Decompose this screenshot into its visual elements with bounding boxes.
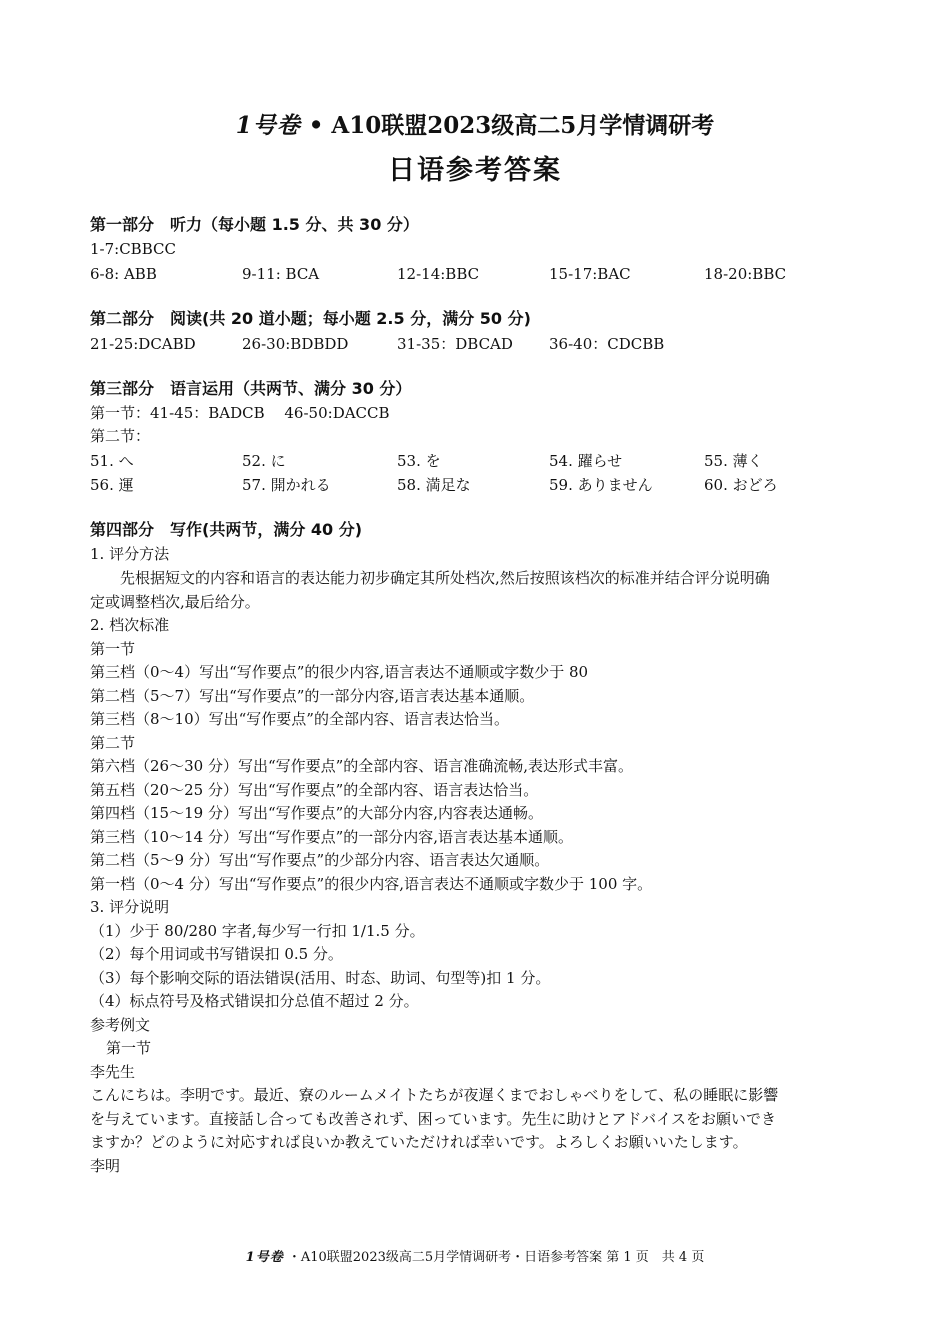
answer-group: 26-30:BDBDD — [242, 334, 349, 353]
footer-text: ・A10联盟2023级高二5月学情调研考・日语参考答案 第 1 页 共 4 页 — [287, 1250, 705, 1265]
part2-answers-row — [90, 332, 862, 356]
grade-line: 第一档（0～4 分）写出“写作要点”的很少内容,语言表达不通顺或字数少于 100 字。 — [90, 874, 653, 893]
answer-item: 54. 躍らせ — [549, 451, 623, 470]
answer-group: 21-25:DCABD — [90, 334, 196, 353]
scoring-notes-title: 3. 评分说明 — [90, 898, 170, 916]
footer-logo: 1号卷 — [245, 1250, 284, 1265]
scoring-note: （2）每个用词或书写错误扣 0.5 分。 — [90, 945, 343, 963]
part1-heading: 第一部分 听力（每小题 1.5 分、共 30 分） — [90, 215, 419, 234]
grade-line: 第四档（15～19 分）写出“写作要点”的大部分内容,内容表达通畅。 — [90, 804, 544, 822]
grade-line: 第五档（20～25 分）写出“写作要点”的全部内容、语言表达恰当。 — [90, 780, 539, 799]
answer-item: 59. ありません — [549, 475, 653, 494]
answer-group: 15-17:BAC — [549, 264, 631, 283]
scoring-note: （1）少于 80/280 字者,每少写一行扣 1/1.5 分。 — [90, 921, 425, 940]
page-footer — [0, 1246, 950, 1265]
scoring-note: （3）每个影响交际的语法错误(活用、时态、助词、句型等)扣 1 分。 — [90, 968, 551, 987]
sample-body-line: を与えています。直接話し合っても改善されず、困っています。先生に助けとアドバイスをお願いでき — [90, 1109, 776, 1128]
scoring-note: （4）标点符号及格式错误扣分总值不超过 2 分。 — [90, 992, 419, 1010]
grade-line: 第三档（0～4）写出“写作要点”的很少内容,语言表达不通顺或字数少于 80 — [90, 663, 589, 681]
part2-heading: 第二部分 阅读(共 20 道小题；每小题 2.5 分，满分 50 分) — [90, 308, 531, 328]
answer-item: 58. 満足な — [397, 475, 471, 494]
grade-line: 第二档（5～9 分）写出“写作要点”的少部分内容、语言表达欠通顺。 — [90, 851, 550, 869]
sample-body-line: こんにちは。李明です。最近、寮のルームメイトたちが夜遅くまでおしゃべりをして、私の睡眠に影響 — [90, 1086, 779, 1104]
grade-line: 第三档（10～14 分）写出“写作要点”的一部分内容,语言表达基本通顺。 — [90, 827, 574, 846]
part1-answers-row — [90, 262, 862, 286]
part3-section1: 第一节：41-45：BADCB 46-50:DACCB — [90, 403, 390, 422]
page-title: 日语参考答案 — [388, 155, 562, 186]
answer-item: 60. おどろ — [704, 475, 778, 494]
part3-answers-row1 — [90, 449, 862, 473]
grade-line: 第六档（26～30 分）写出“写作要点”的全部内容、语言准确流畅,表达形式丰富。 — [90, 757, 634, 775]
answer-group: 12-14:BBC — [397, 264, 480, 283]
answer-item: 57. 開かれる — [242, 475, 331, 494]
part3-answers-row2 — [90, 473, 862, 497]
grade-line: 第三档（8～10）写出“写作要点”的全部内容、语言表达恰当。 — [90, 710, 509, 728]
grade-standard-title: 2. 档次标准 — [90, 616, 170, 634]
answer-item: 52. に — [242, 451, 286, 470]
section2-label: 第二节 — [90, 733, 136, 752]
main-content — [90, 212, 862, 1178]
part3-heading: 第三部分 语言运用（共两节、满分 30 分） — [90, 378, 412, 398]
scoring-method-para: 先根据短文的内容和语言的表达能力初步确定其所处档次,然后按照该档次的标准并结合评分说明确 — [120, 569, 770, 587]
scoring-method-para-cont: 定或调整档次,最后给分。 — [90, 593, 260, 611]
answer-group: 9-11: BCA — [242, 264, 320, 283]
sample-body-line: ますか？どのように対応すれば良いか教えていただければ幸いです。よろしくお願いいたします。 — [90, 1133, 748, 1151]
exam-title: • A10联盟2023级高二5月学情调研考 — [308, 112, 715, 139]
answer-group: 31-35：DBCAD — [397, 334, 513, 353]
part3-section2-label: 第二节： — [90, 427, 151, 445]
answer-group: 18-20:BBC — [704, 264, 787, 283]
grade-line: 第二档（5～7）写出“写作要点”的一部分内容,语言表达基本通顺。 — [90, 686, 535, 705]
brand-logo: 1号卷 — [235, 112, 301, 139]
answer-item: 56. 運 — [90, 475, 134, 494]
sample-label: 参考例文 — [90, 1015, 151, 1034]
part4-heading: 第四部分 写作(共两节，满分 40 分) — [90, 519, 363, 539]
scoring-method-title: 1. 评分方法 — [90, 544, 170, 563]
part1-line1: 1-7:CBBCC — [90, 240, 176, 258]
answer-item: 55. 薄く — [704, 451, 763, 470]
answer-item: 51. へ — [90, 451, 134, 470]
header — [0, 108, 950, 144]
answer-item: 53. を — [397, 451, 441, 470]
answer-group: 36-40：CDCBB — [549, 334, 665, 353]
sample-signature: 李明 — [90, 1156, 121, 1175]
sample-section-label: 第一节 — [106, 1039, 152, 1057]
sample-salutation: 李先生 — [90, 1062, 136, 1081]
section1-label: 第一节 — [90, 639, 136, 658]
answer-group: 6-8: ABB — [90, 264, 157, 283]
